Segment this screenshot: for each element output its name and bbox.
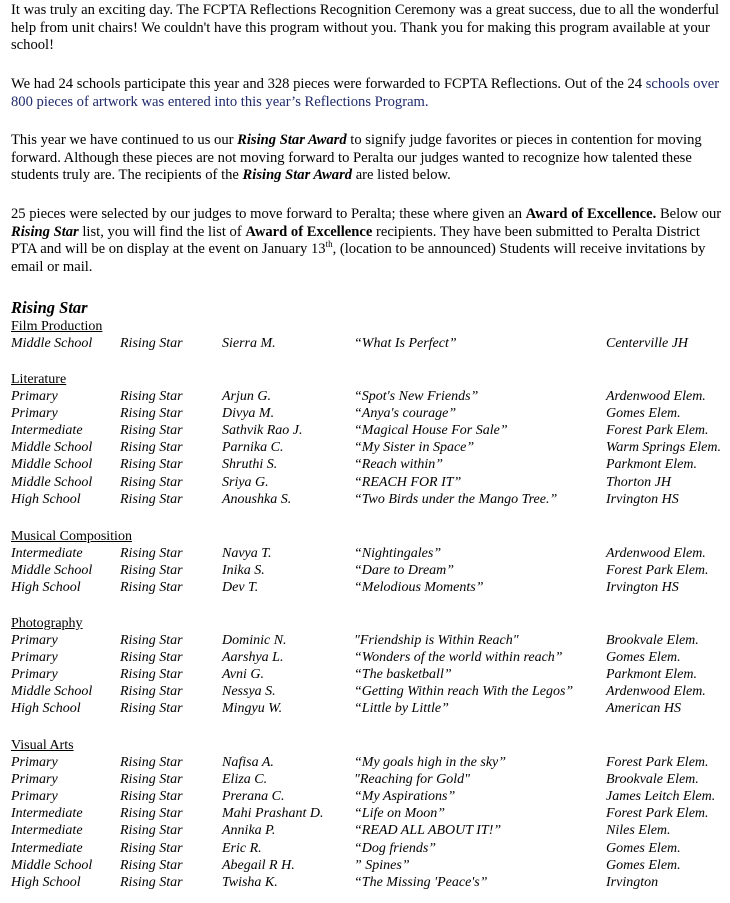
entry-level: Primary xyxy=(11,633,58,648)
entry-level: Intermediate xyxy=(11,840,83,856)
entry-award: Rising Star xyxy=(120,389,183,404)
entry-level: Intermediate xyxy=(11,546,83,561)
intro-paragraph-3 xyxy=(11,132,727,185)
entry-award: Rising Star xyxy=(120,474,183,490)
entry-level: Middle School xyxy=(11,457,93,473)
entry-award: Rising Star xyxy=(120,823,183,839)
entry-school: Forest Park Elem. xyxy=(606,755,709,770)
entry-name: Sriya G. xyxy=(222,474,269,490)
entry-name: Twisha K. xyxy=(222,874,278,890)
entry-school: Ardenwood Elem. xyxy=(606,389,706,404)
entry-school: Brookvale Elem. xyxy=(606,772,699,788)
table-row xyxy=(11,336,727,353)
entry-award: Rising Star xyxy=(120,423,183,439)
table-row xyxy=(11,701,727,718)
entry-level: Middle School xyxy=(11,857,93,873)
entry-title: “The basketball” xyxy=(354,667,452,683)
entry-level: Primary xyxy=(11,772,58,788)
entry-school: Gomes Elem. xyxy=(606,840,681,856)
entry-title: “My goals high in the sky” xyxy=(354,755,507,770)
entry-title: “Dare to Dream” xyxy=(354,563,455,579)
entry-title: “Anya's courage” xyxy=(354,406,457,422)
intro-text: We had 24 schools participate this year and 328 pieces were forwarded to FCPTA Reflections. Out of the 24 xyxy=(11,76,646,92)
table-row xyxy=(11,789,727,806)
entry-level: Middle School xyxy=(11,684,93,700)
table-row xyxy=(11,650,727,667)
entry-title: "Reaching for Gold" xyxy=(354,772,470,788)
entry-award: Rising Star xyxy=(120,874,183,890)
intro-text: recipients. They have been submitted to Peralta District PTA and will be on display at the event on January 13 xyxy=(11,223,700,258)
intro-text: It was truly an exciting day. The FCPTA Reflections Recognition Ceremony was a great success, due to all the wonderful help from unit chairs! We couldn't have this program without you. Thank you for making this program available at your school! xyxy=(11,2,720,54)
ordinal-suffix: th xyxy=(325,239,333,250)
intro-text: This year we have continued to us our xyxy=(11,132,238,148)
entry-school: Irvington HS xyxy=(606,491,679,507)
entry-school: Gomes Elem. xyxy=(606,650,681,666)
intro-text: are listed below. xyxy=(352,167,451,184)
entry-school: Forest Park Elem. xyxy=(606,563,709,579)
table-row xyxy=(11,772,727,789)
category-heading: Literature xyxy=(11,372,67,387)
entry-award: Rising Star xyxy=(120,580,183,596)
entry-school: Parkmont Elem. xyxy=(606,667,697,683)
entry-name: Abegail R H. xyxy=(222,857,295,873)
entry-name: Aarshya L. xyxy=(222,650,284,666)
entry-school: Gomes Elem. xyxy=(606,406,681,422)
entry-name: Prerana C. xyxy=(222,789,285,805)
entry-name: Nessya S. xyxy=(222,684,276,700)
entry-title: “READ ALL ABOUT IT!” xyxy=(354,823,502,839)
entry-level: Intermediate xyxy=(11,806,83,822)
entry-award: Rising Star xyxy=(120,684,183,700)
table-row xyxy=(11,858,727,875)
entry-level: Middle School xyxy=(11,563,93,579)
entry-award: Rising Star xyxy=(120,546,183,561)
entry-award: Rising Star xyxy=(120,633,183,648)
rising-star-award-emphasis: Rising Star Award xyxy=(242,167,353,184)
table-row xyxy=(11,546,727,563)
entry-award: Rising Star xyxy=(120,440,183,456)
entry-level: Intermediate xyxy=(11,423,83,439)
entry-level: Middle School xyxy=(11,336,93,351)
entry-level: Primary xyxy=(11,650,58,666)
entry-name: Eliza C. xyxy=(222,772,268,788)
table-row xyxy=(11,841,727,858)
entry-title: “Wonders of the world within reach” xyxy=(354,650,563,666)
intro-paragraph-4 xyxy=(11,206,727,276)
entry-name: Mahi Prashant D. xyxy=(222,806,324,822)
entry-name: Navya T. xyxy=(222,546,272,561)
intro-text: list, you will find the list of xyxy=(78,223,246,240)
entry-award: Rising Star xyxy=(120,406,183,422)
entry-award: Rising Star xyxy=(120,806,183,822)
entry-title: “My Aspirations” xyxy=(354,789,456,805)
entry-award: Rising Star xyxy=(120,650,183,666)
table-row xyxy=(11,667,727,684)
entry-name: Sierra M. xyxy=(222,336,276,351)
entry-level: High School xyxy=(11,491,81,507)
entry-level: Primary xyxy=(11,406,58,422)
rising-star-emphasis: Rising Star xyxy=(11,223,79,240)
entry-award: Rising Star xyxy=(120,563,183,579)
entry-school: James Leitch Elem. xyxy=(606,789,716,805)
entry-award: Rising Star xyxy=(120,772,183,788)
entry-name: Avni G. xyxy=(222,667,264,683)
entry-school: Forest Park Elem. xyxy=(606,423,709,439)
entry-title: “My Sister in Space” xyxy=(354,440,475,456)
entry-award: Rising Star xyxy=(120,667,183,683)
entry-award: Rising Star xyxy=(120,336,183,351)
table-row xyxy=(11,755,727,772)
entry-school: American HS xyxy=(606,701,682,717)
table-row xyxy=(11,684,727,701)
table-row xyxy=(11,475,727,492)
entry-level: High School xyxy=(11,580,81,596)
entry-title: “Magical House For Sale” xyxy=(354,423,508,439)
table-row xyxy=(11,389,727,406)
table-row xyxy=(11,457,727,474)
entry-title: ” Spines” xyxy=(354,857,410,873)
entry-school: Ardenwood Elem. xyxy=(606,684,706,700)
entry-award: Rising Star xyxy=(120,857,183,873)
award-of-excellence-emphasis: Award of Excellence. xyxy=(525,206,657,222)
table-row xyxy=(11,440,727,457)
entry-school: Forest Park Elem. xyxy=(606,806,709,822)
entry-school: Brookvale Elem. xyxy=(606,633,699,648)
entry-name: Dev T. xyxy=(222,580,259,596)
table-row xyxy=(11,633,727,650)
entry-title: “Getting Within reach With the Legos” xyxy=(354,684,574,700)
category-heading: Photography xyxy=(11,616,83,631)
rising-star-heading: Rising Star xyxy=(11,298,88,317)
entry-name: Nafisa A. xyxy=(222,755,274,770)
table-row xyxy=(11,806,727,823)
entry-title: “Nightingales” xyxy=(354,546,442,561)
intro-paragraph-1 xyxy=(11,2,727,55)
entry-award: Rising Star xyxy=(120,457,183,473)
entry-name: Anoushka S. xyxy=(222,491,292,507)
entry-level: High School xyxy=(11,874,81,890)
intro-text: Below our xyxy=(656,206,722,222)
entry-title: “Dog friends” xyxy=(354,840,437,856)
entry-name: Annika P. xyxy=(222,823,276,839)
entry-school: Centerville JH xyxy=(606,336,689,351)
entry-name: Inika S. xyxy=(222,563,265,579)
entry-title: “Reach within” xyxy=(354,457,444,473)
entry-school: Thorton JH xyxy=(606,474,671,490)
entry-title: “REACH FOR IT” xyxy=(354,474,462,490)
entry-school: Parkmont Elem. xyxy=(606,457,697,473)
entry-name: Mingyu W. xyxy=(222,701,283,717)
entry-title: “Two Birds under the Mango Tree.” xyxy=(354,491,558,507)
entry-level: Middle School xyxy=(11,474,93,490)
entry-school: Gomes Elem. xyxy=(606,857,681,873)
table-row xyxy=(11,580,727,597)
entry-level: High School xyxy=(11,701,81,717)
entry-school: Irvington HS xyxy=(606,580,679,596)
entry-school: Niles Elem. xyxy=(606,823,671,839)
entry-school: Irvington xyxy=(606,874,659,890)
entry-level: Primary xyxy=(11,755,58,770)
table-row xyxy=(11,563,727,580)
intro-text: 25 pieces were selected by our judges to move forward to Peralta; these where given an xyxy=(11,206,526,222)
entry-award: Rising Star xyxy=(120,789,183,805)
entry-title: “Spot's New Friends” xyxy=(354,389,479,404)
intro-text: schools over 800 pieces of artwork was entered into this year’s Reflections Program. xyxy=(11,76,720,110)
entry-name: Parnika C. xyxy=(222,440,284,456)
rising-star-award-emphasis: Rising Star Award xyxy=(237,132,347,148)
entry-name: Sathvik Rao J. xyxy=(222,423,303,439)
category-heading: Musical Composition xyxy=(11,529,132,544)
intro-text: to signify judge favorites or pieces in contention for moving forward. Although these pieces are not moving forward to Peralta our judges wanted to recognize how talented these students truly are. The recipients of the xyxy=(11,132,702,184)
entry-name: Eric R. xyxy=(222,840,262,856)
entry-award: Rising Star xyxy=(120,840,183,856)
table-row xyxy=(11,406,727,423)
entry-name: Arjun G. xyxy=(222,389,271,404)
entry-level: Intermediate xyxy=(11,823,83,839)
intro-text: , (location to be announced) Students will receive invitations by email or mail. xyxy=(11,241,706,275)
entry-title: “Melodious Moments” xyxy=(354,580,484,596)
entry-school: Ardenwood Elem. xyxy=(606,546,706,561)
entry-title: “The Missing 'Peace's” xyxy=(354,874,488,890)
entry-award: Rising Star xyxy=(120,491,183,507)
entry-award: Rising Star xyxy=(120,755,183,770)
table-row xyxy=(11,875,727,892)
table-row xyxy=(11,423,727,440)
category-heading: Film Production xyxy=(11,319,103,334)
entry-level: Middle School xyxy=(11,440,93,456)
entry-name: Shruthi S. xyxy=(222,457,278,473)
entry-title: “Life on Moon” xyxy=(354,806,446,822)
entry-level: Primary xyxy=(11,789,58,805)
category-heading: Visual Arts xyxy=(11,738,74,753)
entry-title: "Friendship is Within Reach" xyxy=(354,633,519,648)
award-of-excellence-emphasis: Award of Excellence xyxy=(245,223,373,240)
table-row xyxy=(11,492,727,509)
entry-level: Primary xyxy=(11,667,58,683)
entry-level: Primary xyxy=(11,389,58,404)
entry-name: Divya M. xyxy=(222,406,275,422)
entry-award: Rising Star xyxy=(120,701,183,717)
entry-name: Dominic N. xyxy=(222,633,287,648)
entry-title: “Little by Little” xyxy=(354,701,449,717)
entry-title: “What Is Perfect” xyxy=(354,336,457,351)
intro-paragraph-2 xyxy=(11,76,727,111)
entry-school: Warm Springs Elem. xyxy=(606,440,721,456)
table-row xyxy=(11,823,727,840)
